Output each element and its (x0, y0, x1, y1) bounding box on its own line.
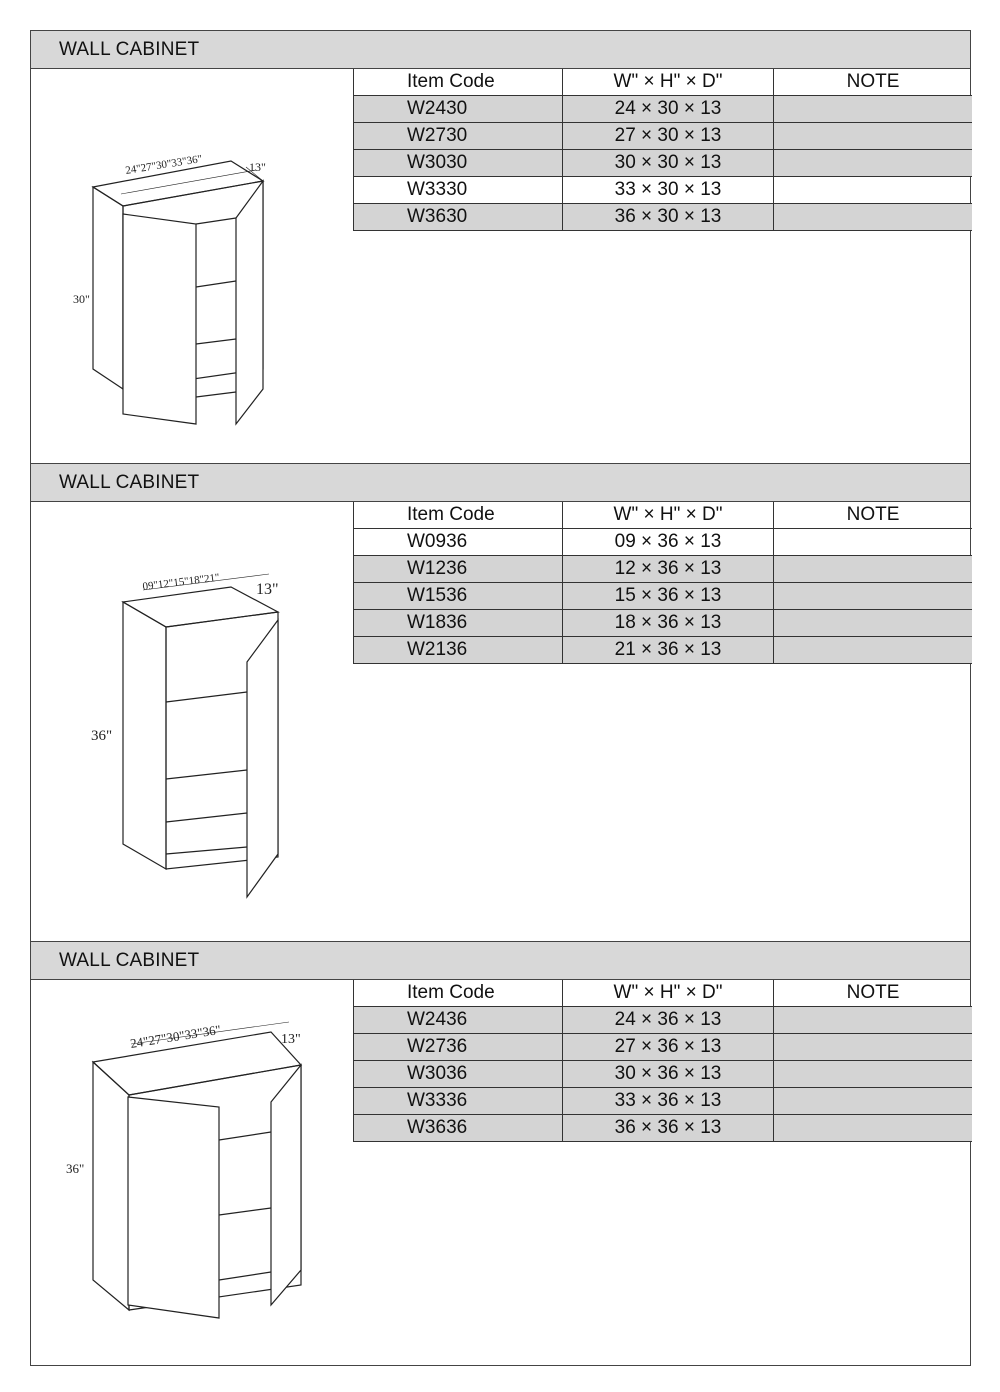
section-title: WALL CABINET (31, 464, 970, 502)
note-cell (774, 150, 973, 177)
column-header-item-code: Item Code (354, 502, 563, 529)
column-header-dimensions: W" × H" × D" (563, 69, 774, 96)
table-row (354, 556, 973, 583)
table-row (354, 1061, 973, 1088)
table-row (354, 150, 973, 177)
table-row (354, 1034, 973, 1061)
item-code-cell: W0936 (354, 529, 563, 556)
item-code-cell: W2736 (354, 1034, 563, 1061)
width-dimension-label: 09"12"15"18"21" (141, 571, 221, 593)
item-code-cell: W3030 (354, 150, 563, 177)
note-cell (774, 1115, 973, 1142)
dimensions-cell: 27 × 36 × 13 (563, 1034, 774, 1061)
dimensions-cell: 33 × 30 × 13 (563, 177, 774, 204)
column-header-dimensions: W" × H" × D" (563, 980, 774, 1007)
note-cell (774, 583, 973, 610)
cabinet-drawing-double-door-30 (31, 69, 351, 464)
column-header-note: NOTE (774, 980, 973, 1007)
item-code-cell: W1536 (354, 583, 563, 610)
height-dimension-label: 36" (66, 1161, 85, 1176)
column-header-note: NOTE (774, 69, 973, 96)
section-wall-cabinet-3 (30, 942, 971, 1366)
width-dimension-label: 24"27"30"33"36" (124, 152, 203, 177)
item-code-cell: W2730 (354, 123, 563, 150)
item-code-cell: W3330 (354, 177, 563, 204)
dimensions-cell: 24 × 36 × 13 (563, 1007, 774, 1034)
depth-dimension-label: 13" (249, 160, 266, 174)
table-row (354, 529, 973, 556)
height-dimension-label: 36" (91, 728, 113, 744)
section-wall-cabinet-1 (30, 30, 971, 464)
depth-dimension-label: 13" (281, 1032, 301, 1047)
item-code-cell: W3036 (354, 1061, 563, 1088)
dimensions-cell: 30 × 30 × 13 (563, 150, 774, 177)
dimensions-cell: 33 × 36 × 13 (563, 1088, 774, 1115)
dimensions-cell: 36 × 30 × 13 (563, 204, 774, 231)
table-header-row (354, 502, 973, 529)
dimensions-cell: 24 × 30 × 13 (563, 96, 774, 123)
note-cell (774, 1061, 973, 1088)
dimensions-cell: 09 × 36 × 13 (563, 529, 774, 556)
dimensions-cell: 18 × 36 × 13 (563, 610, 774, 637)
item-code-cell: W1236 (354, 556, 563, 583)
item-code-cell: W3336 (354, 1088, 563, 1115)
table-header-row (354, 980, 973, 1007)
section-content (31, 502, 970, 941)
note-cell (774, 637, 973, 664)
section-wall-cabinet-2 (30, 464, 971, 942)
dimensions-cell: 12 × 36 × 13 (563, 556, 774, 583)
dimensions-cell: 15 × 36 × 13 (563, 583, 774, 610)
table-row (354, 583, 973, 610)
item-code-cell: W1836 (354, 610, 563, 637)
table-row (354, 1007, 973, 1034)
note-cell (774, 1034, 973, 1061)
section-content (31, 980, 970, 1365)
table-row (354, 177, 973, 204)
note-cell (774, 1088, 973, 1115)
item-code-cell: W3636 (354, 1115, 563, 1142)
dimensions-cell: 21 × 36 × 13 (563, 637, 774, 664)
height-dimension-label: 30" (73, 292, 90, 306)
table-row (354, 204, 973, 231)
table-row (354, 123, 973, 150)
section-title: WALL CABINET (31, 31, 970, 69)
note-cell (774, 1007, 973, 1034)
item-code-cell: W2436 (354, 1007, 563, 1034)
column-header-item-code: Item Code (354, 980, 563, 1007)
cabinet-drawing-single-door-36 (31, 502, 351, 941)
table-row (354, 96, 973, 123)
note-cell (774, 556, 973, 583)
note-cell (774, 96, 973, 123)
table-row (354, 610, 973, 637)
table-row (354, 1088, 973, 1115)
section-content (31, 69, 970, 464)
item-code-cell: W2136 (354, 637, 563, 664)
spec-table (353, 980, 972, 1142)
note-cell (774, 529, 973, 556)
table-row (354, 1115, 973, 1142)
spec-table (353, 69, 972, 231)
dimensions-cell: 27 × 30 × 13 (563, 123, 774, 150)
table-row (354, 637, 973, 664)
cabinet-drawing-double-door-36 (31, 980, 351, 1365)
note-cell (774, 177, 973, 204)
column-header-dimensions: W" × H" × D" (563, 502, 774, 529)
column-header-item-code: Item Code (354, 69, 563, 96)
note-cell (774, 123, 973, 150)
dimensions-cell: 30 × 36 × 13 (563, 1061, 774, 1088)
width-dimension-label: 24"27"30"33"36" (129, 1021, 222, 1051)
spec-table (353, 502, 972, 664)
section-title: WALL CABINET (31, 942, 970, 980)
table-header-row (354, 69, 973, 96)
depth-dimension-label: 13" (256, 581, 279, 598)
note-cell (774, 204, 973, 231)
item-code-cell: W3630 (354, 204, 563, 231)
column-header-note: NOTE (774, 502, 973, 529)
note-cell (774, 610, 973, 637)
item-code-cell: W2430 (354, 96, 563, 123)
dimensions-cell: 36 × 36 × 13 (563, 1115, 774, 1142)
